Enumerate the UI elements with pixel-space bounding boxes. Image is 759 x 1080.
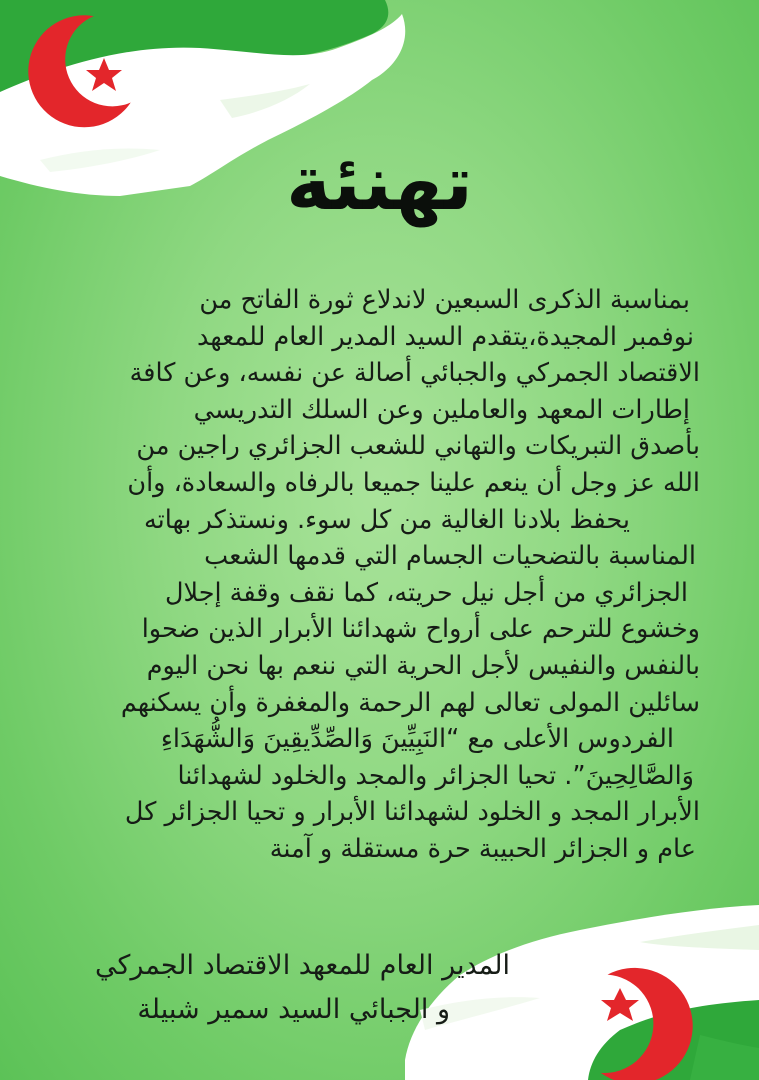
message-line: الأبرار المجد و الخلود لشهدائنا الأبرار و تحيا الجزائر كل bbox=[124, 797, 700, 828]
message-line: بمناسبة الذكرى السبعين لاندلاع ثورة الفاتح من bbox=[199, 285, 690, 315]
message-line: إطارات المعهد والعاملين وعن السلك التدريسي bbox=[193, 394, 690, 425]
message-line: وَالصَّالِحِينَ”. تحيا الجزائر والمجد والخلود لشهدائنا bbox=[177, 760, 694, 791]
message-line: المناسبة بالتضحيات الجسام التي قدمها الشعب bbox=[204, 541, 696, 572]
page-title: تهنئة bbox=[286, 138, 473, 227]
signature-name: و الجبائي السيد سمير شبيلة bbox=[137, 994, 450, 1025]
message-line: بأصدق التبريكات والتهاني للشعب الجزائري راجين من bbox=[136, 431, 700, 462]
message-line: يحفظ بلادنا الغالية من كل سوء. ونستذكر بهاته bbox=[144, 504, 630, 535]
message-line: وخشوع للترحم على أرواح شهدائنا الأبرار الذين ضحوا bbox=[141, 614, 700, 645]
message-line: الجزائري من أجل نيل حريته، كما نقف وقفة إجلال bbox=[164, 577, 688, 608]
signature-title: المدير العام للمعهد الاقتصاد الجمركي bbox=[94, 950, 510, 981]
message-line: عام و الجزائر الحبيبة حرة مستقلة و آمنة bbox=[269, 833, 696, 864]
message-line: سائلين المولى تعالى لهم الرحمة والمغفرة وأن يسكنهم bbox=[120, 687, 700, 718]
congratulation-message bbox=[60, 282, 700, 868]
message-line: بالنفس والنفيس لأجل الحرية التي ننعم بها نحن اليوم bbox=[146, 650, 700, 681]
signature-block bbox=[30, 944, 510, 1032]
message-line: الاقتصاد الجمركي والجبائي أصالة عن نفسه، وعن كافة bbox=[129, 358, 700, 389]
message-line: نوفمبر المجيدة،يتقدم السيد المدير العام للمعهد bbox=[196, 321, 694, 352]
message-line: الله عز وجل أن ينعم علينا جميعا بالرفاه والسعادة، وأن bbox=[127, 467, 700, 498]
message-line: الفردوس الأعلى مع “النَبِيِّينَ وَالصِّدِّيقِينَ وَالشُّهَدَاءِ bbox=[160, 724, 674, 755]
